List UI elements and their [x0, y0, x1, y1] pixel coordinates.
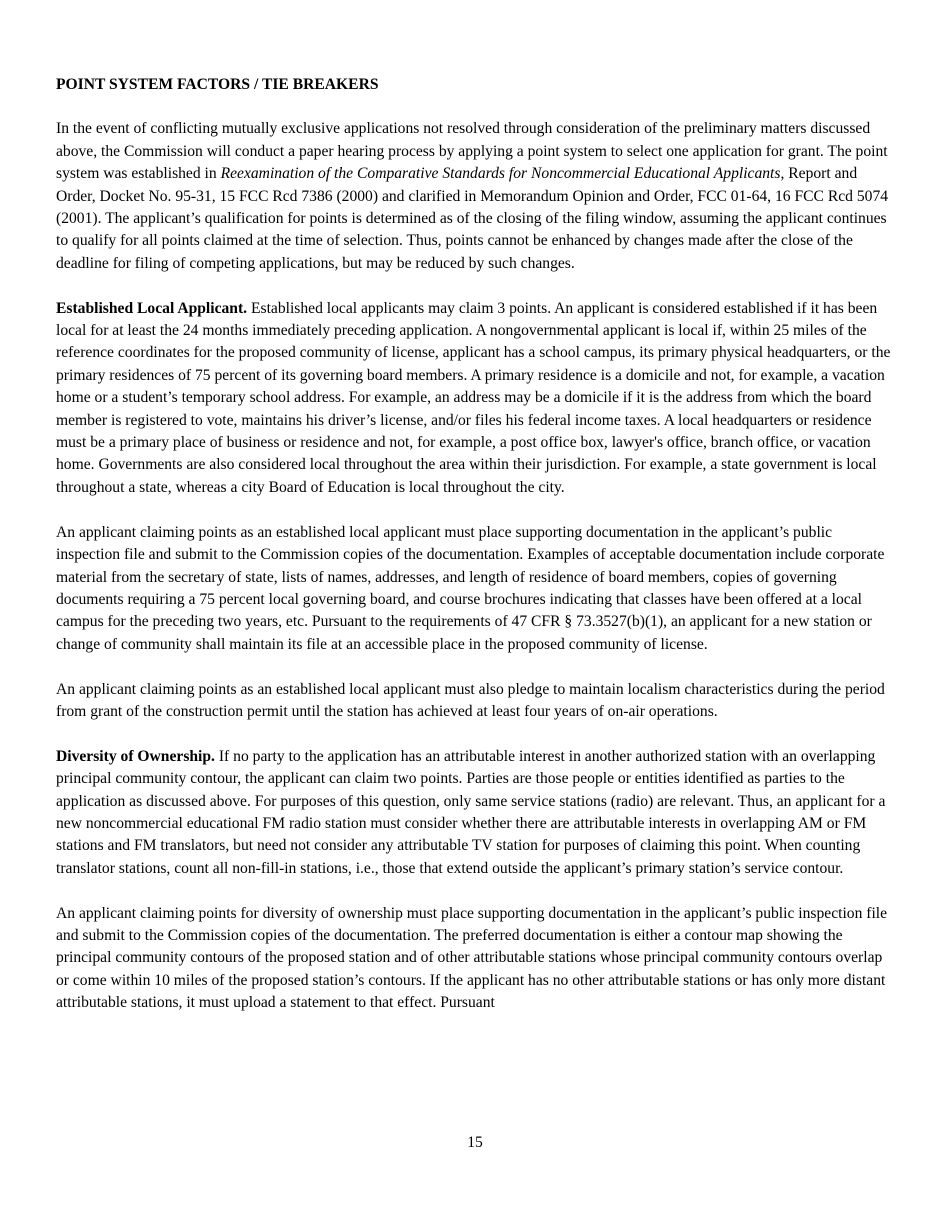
intro-paragraph — [56, 118, 898, 275]
document-page — [56, 74, 898, 1037]
diversity-docs-paragraph: An applicant claiming points for diversity of ownership must place supporting documentation in the applicant’s public inspection file and submit to the Commission copies of the documentation. The preferred documentation is either a contour map showing the principal community contours of the proposed station and of other attributable stations whose principal community contours overlap or come within 10 miles of the proposed station’s contours. If the applicant has no other attributable stations or has only more distant attributable stations, it must upload a statement to that effect. Pursuant — [56, 904, 888, 1012]
intro-text-1: In the event of conflicting mutually exclusive applications not resolved through consideration of the preliminary matters discussed above, the Commission will conduct a paper hearing process by applying a point system to select one application for grant. The point system was established in — [56, 120, 888, 183]
diversity-text: If no party to the application has an attributable interest in another authorized station with an overlapping principal community contour, the applicant can claim two points. Parties are those people or entities identified as parties to the application as discussed above. For purposes of this question, only same service stations (radio) are relevant. Thus, an applicant for a new noncommercial educational FM radio station must consider whether there are attributable interests in overlapping AM or FM stations and FM translators, but need not consider any attributable TV station for purposes of claiming this point. When counting translator stations, count all non-fill-in stations, i.e., those that extend outside the applicant’s primary station’s service contour. — [56, 747, 886, 877]
established-local-text: Established local applicants may claim 3 points. An applicant is considered established if it has been local for at least the 24 months immediately preceding application. A nongovernmental applicant is local if, within 25 miles of the reference coordinates for the proposed community of license, applicant has a school campus, its primary physical headquarters, or the primary residences of 75 percent of its governing board members. A primary residence is a domicile and not, for example, a vacation home or a student’s temporary school address. For example, an address may be a domicile if it is the address from which the board member is registered to vote, maintains his driver’s license, and/or files his federal income taxes. A local headquarters or residence must be a primary place of business or residence and not, for example, a post office box, lawyer's office, branch office, or vacation home. Governments are also considered local throughout the area within their jurisdiction. For example, a state government is local throughout a state, whereas a city Board of Education is local throughout the city. — [56, 299, 891, 496]
established-local-pledge-paragraph: An applicant claiming points as an established local applicant must also pledge to maintain localism characteristics during the period from grant of the construction permit until the station has achieved at least four years of on-air operations. — [56, 680, 885, 720]
established-local-heading: Established Local Applicant. — [56, 299, 248, 317]
case-title: Reexamination of the Comparative Standards for Noncommercial Educational Applicants — [220, 165, 781, 183]
established-local-docs-paragraph: An applicant claiming points as an established local applicant must place supporting documentation in the applicant’s public inspection file and submit to the Commission copies of the documentation. Examples of acceptable documentation include corporate material from the secretary of state, lists of names, addresses, and length of residence of board members, copies of governing documents requiring a 75 percent local governing board, and course brochures indicating that classes have been offered at a local campus for the preceding two years, etc. Pursuant to the requirements of 47 CFR § 73.3527(b)(1), an applicant for a new station or change of community shall maintain its file at an accessible place in the proposed community of license. — [56, 523, 885, 653]
section-heading: POINT SYSTEM FACTORS / TIE BREAKERS — [56, 76, 379, 93]
diversity-paragraph — [56, 746, 898, 880]
intro-text-2: , Report and Order, Docket No. 95-31, 15 FCC Rcd 7386 (2000) and clarified in Memorandum Opinion and Order, FCC 01-64, 16 FCC Rcd 5074 (2001). The applicant’s qualification for points is determined as of the closing of the filing window, assuming the applicant continues to qualify for all points claimed at the time of selection. Thus, points cannot be enhanced by changes made after the close of the deadline for filing of competing applications, but may be reduced by such changes. — [56, 165, 889, 272]
established-local-paragraph — [56, 298, 898, 500]
diversity-heading: Diversity of Ownership. — [56, 747, 215, 765]
page-number: 15 — [467, 1134, 483, 1151]
